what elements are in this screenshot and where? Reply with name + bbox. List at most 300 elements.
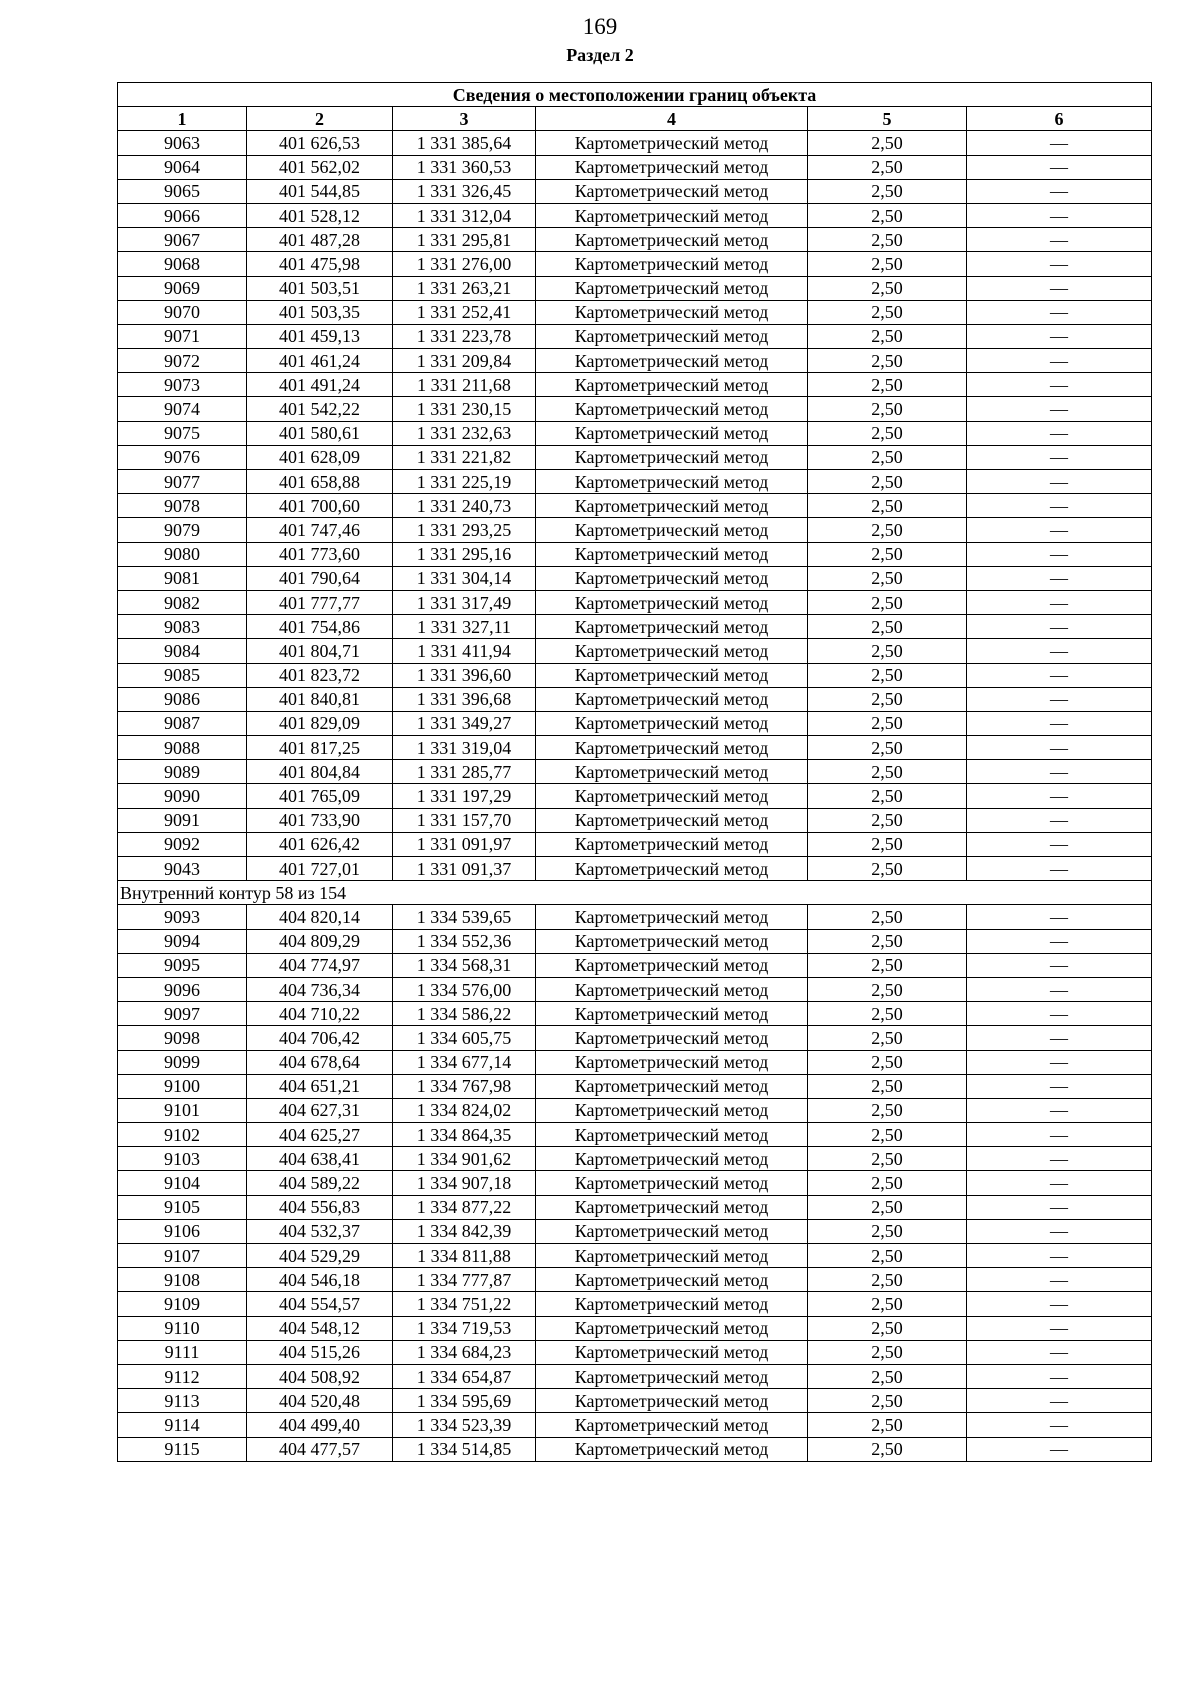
- table-row: [118, 1002, 1152, 1026]
- description-cell: —: [967, 639, 1152, 663]
- table-row: [118, 228, 1152, 252]
- table-row: [118, 711, 1152, 735]
- y-coordinate-cell: 1 334 719,53: [393, 1316, 536, 1340]
- description-cell: —: [967, 1219, 1152, 1243]
- description-cell: —: [967, 1244, 1152, 1268]
- table-row: [118, 905, 1152, 929]
- point-number-cell: 9111: [118, 1340, 247, 1364]
- accuracy-cell: 2,50: [808, 808, 967, 832]
- accuracy-cell: 2,50: [808, 711, 967, 735]
- description-cell: —: [967, 615, 1152, 639]
- y-coordinate-cell: 1 334 605,75: [393, 1026, 536, 1050]
- y-coordinate-cell: 1 331 263,21: [393, 276, 536, 300]
- x-coordinate-cell: 401 491,24: [247, 373, 393, 397]
- table-row: [118, 1098, 1152, 1122]
- x-coordinate-cell: 404 499,40: [247, 1413, 393, 1437]
- accuracy-cell: 2,50: [808, 518, 967, 542]
- description-cell: —: [967, 421, 1152, 445]
- y-coordinate-cell: 1 331 396,68: [393, 687, 536, 711]
- accuracy-cell: 2,50: [808, 1195, 967, 1219]
- accuracy-cell: 2,50: [808, 276, 967, 300]
- description-cell: —: [967, 1050, 1152, 1074]
- point-number-cell: 9084: [118, 639, 247, 663]
- description-cell: —: [967, 736, 1152, 760]
- table-caption-row: [118, 83, 1152, 107]
- accuracy-cell: 2,50: [808, 300, 967, 324]
- accuracy-cell: 2,50: [808, 1219, 967, 1243]
- x-coordinate-cell: 401 777,77: [247, 590, 393, 614]
- table-row: [118, 663, 1152, 687]
- y-coordinate-cell: 1 331 276,00: [393, 252, 536, 276]
- accuracy-cell: 2,50: [808, 760, 967, 784]
- point-number-cell: 9112: [118, 1364, 247, 1388]
- point-number-cell: 9102: [118, 1123, 247, 1147]
- method-cell: Картометрический метод: [536, 276, 808, 300]
- y-coordinate-cell: 1 331 295,81: [393, 228, 536, 252]
- y-coordinate-cell: 1 334 595,69: [393, 1389, 536, 1413]
- x-coordinate-cell: 404 638,41: [247, 1147, 393, 1171]
- description-cell: —: [967, 1292, 1152, 1316]
- description-cell: —: [967, 687, 1152, 711]
- table-row: [118, 1413, 1152, 1437]
- point-number-cell: 9079: [118, 518, 247, 542]
- x-coordinate-cell: 404 809,29: [247, 929, 393, 953]
- column-header: 4: [536, 107, 808, 131]
- table-row: [118, 929, 1152, 953]
- method-cell: Картометрический метод: [536, 179, 808, 203]
- point-number-cell: 9067: [118, 228, 247, 252]
- column-header-row: [118, 107, 1152, 131]
- contour-label-row: [118, 881, 1152, 905]
- x-coordinate-cell: 401 503,51: [247, 276, 393, 300]
- y-coordinate-cell: 1 331 091,37: [393, 857, 536, 881]
- table-row: [118, 203, 1152, 227]
- table-row: [118, 1050, 1152, 1074]
- x-coordinate-cell: 401 727,01: [247, 857, 393, 881]
- x-coordinate-cell: 401 840,81: [247, 687, 393, 711]
- table-row: [118, 784, 1152, 808]
- table-row: [118, 1389, 1152, 1413]
- point-number-cell: 9098: [118, 1026, 247, 1050]
- x-coordinate-cell: 404 556,83: [247, 1195, 393, 1219]
- table-row: [118, 760, 1152, 784]
- x-coordinate-cell: 401 817,25: [247, 736, 393, 760]
- y-coordinate-cell: 1 331 319,04: [393, 736, 536, 760]
- description-cell: —: [967, 711, 1152, 735]
- description-cell: —: [967, 1098, 1152, 1122]
- accuracy-cell: 2,50: [808, 590, 967, 614]
- y-coordinate-cell: 1 334 901,62: [393, 1147, 536, 1171]
- column-header: 1: [118, 107, 247, 131]
- table-row: [118, 832, 1152, 856]
- point-number-cell: 9063: [118, 131, 247, 155]
- point-number-cell: 9081: [118, 566, 247, 590]
- description-cell: —: [967, 1195, 1152, 1219]
- y-coordinate-cell: 1 331 230,15: [393, 397, 536, 421]
- y-coordinate-cell: 1 331 293,25: [393, 518, 536, 542]
- x-coordinate-cell: 401 804,71: [247, 639, 393, 663]
- table-row: [118, 1292, 1152, 1316]
- y-coordinate-cell: 1 331 385,64: [393, 131, 536, 155]
- method-cell: Картометрический метод: [536, 687, 808, 711]
- table-row: [118, 542, 1152, 566]
- point-number-cell: 9100: [118, 1074, 247, 1098]
- table-row: [118, 1268, 1152, 1292]
- table-row: [118, 349, 1152, 373]
- accuracy-cell: 2,50: [808, 615, 967, 639]
- point-number-cell: 9103: [118, 1147, 247, 1171]
- method-cell: Картометрический метод: [536, 566, 808, 590]
- x-coordinate-cell: 401 461,24: [247, 349, 393, 373]
- x-coordinate-cell: 401 487,28: [247, 228, 393, 252]
- accuracy-cell: 2,50: [808, 1171, 967, 1195]
- x-coordinate-cell: 401 804,84: [247, 760, 393, 784]
- method-cell: Картометрический метод: [536, 518, 808, 542]
- description-cell: —: [967, 1002, 1152, 1026]
- x-coordinate-cell: 404 710,22: [247, 1002, 393, 1026]
- table-row: [118, 1437, 1152, 1461]
- table-row: [118, 155, 1152, 179]
- description-cell: —: [967, 1123, 1152, 1147]
- y-coordinate-cell: 1 331 240,73: [393, 494, 536, 518]
- column-header: 3: [393, 107, 536, 131]
- accuracy-cell: 2,50: [808, 1316, 967, 1340]
- method-cell: Картометрический метод: [536, 1002, 808, 1026]
- x-coordinate-cell: 404 625,27: [247, 1123, 393, 1147]
- y-coordinate-cell: 1 334 684,23: [393, 1340, 536, 1364]
- table-row: [118, 1340, 1152, 1364]
- method-cell: Картометрический метод: [536, 1219, 808, 1243]
- table-row: [118, 1074, 1152, 1098]
- method-cell: Картометрический метод: [536, 300, 808, 324]
- point-number-cell: 9083: [118, 615, 247, 639]
- x-coordinate-cell: 404 546,18: [247, 1268, 393, 1292]
- y-coordinate-cell: 1 331 317,49: [393, 590, 536, 614]
- y-coordinate-cell: 1 334 576,00: [393, 977, 536, 1001]
- accuracy-cell: 2,50: [808, 349, 967, 373]
- y-coordinate-cell: 1 331 411,94: [393, 639, 536, 663]
- method-cell: Картометрический метод: [536, 155, 808, 179]
- point-number-cell: 9074: [118, 397, 247, 421]
- description-cell: —: [967, 349, 1152, 373]
- accuracy-cell: 2,50: [808, 977, 967, 1001]
- method-cell: Картометрический метод: [536, 977, 808, 1001]
- accuracy-cell: 2,50: [808, 397, 967, 421]
- table-row: [118, 373, 1152, 397]
- method-cell: Картометрический метод: [536, 228, 808, 252]
- x-coordinate-cell: 401 658,88: [247, 470, 393, 494]
- point-number-cell: 9109: [118, 1292, 247, 1316]
- accuracy-cell: 2,50: [808, 203, 967, 227]
- y-coordinate-cell: 1 331 312,04: [393, 203, 536, 227]
- point-number-cell: 9085: [118, 663, 247, 687]
- description-cell: —: [967, 953, 1152, 977]
- method-cell: Картометрический метод: [536, 1244, 808, 1268]
- table-head: [118, 83, 1152, 131]
- column-header: 6: [967, 107, 1152, 131]
- description-cell: —: [967, 1316, 1152, 1340]
- accuracy-cell: 2,50: [808, 1292, 967, 1316]
- method-cell: Картометрический метод: [536, 663, 808, 687]
- description-cell: —: [967, 808, 1152, 832]
- y-coordinate-cell: 1 334 842,39: [393, 1219, 536, 1243]
- y-coordinate-cell: 1 331 349,27: [393, 711, 536, 735]
- y-coordinate-cell: 1 334 514,85: [393, 1437, 536, 1461]
- x-coordinate-cell: 401 733,90: [247, 808, 393, 832]
- accuracy-cell: 2,50: [808, 1050, 967, 1074]
- x-coordinate-cell: 401 747,46: [247, 518, 393, 542]
- method-cell: Картометрический метод: [536, 494, 808, 518]
- method-cell: Картометрический метод: [536, 470, 808, 494]
- point-number-cell: 9089: [118, 760, 247, 784]
- accuracy-cell: 2,50: [808, 663, 967, 687]
- description-cell: —: [967, 203, 1152, 227]
- accuracy-cell: 2,50: [808, 131, 967, 155]
- y-coordinate-cell: 1 334 677,14: [393, 1050, 536, 1074]
- x-coordinate-cell: 404 554,57: [247, 1292, 393, 1316]
- y-coordinate-cell: 1 331 221,82: [393, 445, 536, 469]
- description-cell: —: [967, 905, 1152, 929]
- y-coordinate-cell: 1 334 751,22: [393, 1292, 536, 1316]
- table-row: [118, 1147, 1152, 1171]
- accuracy-cell: 2,50: [808, 1364, 967, 1388]
- column-header: 5: [808, 107, 967, 131]
- point-number-cell: 9097: [118, 1002, 247, 1026]
- method-cell: Картометрический метод: [536, 857, 808, 881]
- method-cell: Картометрический метод: [536, 784, 808, 808]
- table-row: [118, 736, 1152, 760]
- description-cell: —: [967, 397, 1152, 421]
- description-cell: —: [967, 276, 1152, 300]
- x-coordinate-cell: 401 829,09: [247, 711, 393, 735]
- method-cell: Картометрический метод: [536, 832, 808, 856]
- method-cell: Картометрический метод: [536, 615, 808, 639]
- method-cell: Картометрический метод: [536, 1316, 808, 1340]
- table-row: [118, 977, 1152, 1001]
- point-number-cell: 9078: [118, 494, 247, 518]
- table-row: [118, 1026, 1152, 1050]
- contour-label: Внутренний контур 58 из 154: [118, 881, 1152, 905]
- x-coordinate-cell: 401 823,72: [247, 663, 393, 687]
- description-cell: —: [967, 373, 1152, 397]
- point-number-cell: 9107: [118, 1244, 247, 1268]
- table-row: [118, 615, 1152, 639]
- method-cell: Картометрический метод: [536, 349, 808, 373]
- point-number-cell: 9068: [118, 252, 247, 276]
- x-coordinate-cell: 404 706,42: [247, 1026, 393, 1050]
- accuracy-cell: 2,50: [808, 1098, 967, 1122]
- x-coordinate-cell: 401 700,60: [247, 494, 393, 518]
- description-cell: —: [967, 445, 1152, 469]
- y-coordinate-cell: 1 334 654,87: [393, 1364, 536, 1388]
- table-row: [118, 1364, 1152, 1388]
- y-coordinate-cell: 1 334 811,88: [393, 1244, 536, 1268]
- x-coordinate-cell: 401 628,09: [247, 445, 393, 469]
- description-cell: —: [967, 760, 1152, 784]
- method-cell: Картометрический метод: [536, 1268, 808, 1292]
- description-cell: —: [967, 1268, 1152, 1292]
- description-cell: —: [967, 1171, 1152, 1195]
- method-cell: Картометрический метод: [536, 808, 808, 832]
- point-number-cell: 9094: [118, 929, 247, 953]
- y-coordinate-cell: 1 331 295,16: [393, 542, 536, 566]
- y-coordinate-cell: 1 331 232,63: [393, 421, 536, 445]
- method-cell: Картометрический метод: [536, 252, 808, 276]
- point-number-cell: 9110: [118, 1316, 247, 1340]
- accuracy-cell: 2,50: [808, 1244, 967, 1268]
- accuracy-cell: 2,50: [808, 421, 967, 445]
- table-row: [118, 445, 1152, 469]
- description-cell: —: [967, 155, 1152, 179]
- point-number-cell: 9099: [118, 1050, 247, 1074]
- table-row: [118, 953, 1152, 977]
- point-number-cell: 9115: [118, 1437, 247, 1461]
- accuracy-cell: 2,50: [808, 1413, 967, 1437]
- point-number-cell: 9106: [118, 1219, 247, 1243]
- point-number-cell: 9064: [118, 155, 247, 179]
- table-row: [118, 300, 1152, 324]
- description-cell: —: [967, 1364, 1152, 1388]
- method-cell: Картометрический метод: [536, 590, 808, 614]
- accuracy-cell: 2,50: [808, 1437, 967, 1461]
- accuracy-cell: 2,50: [808, 1389, 967, 1413]
- x-coordinate-cell: 404 627,31: [247, 1098, 393, 1122]
- table-row: [118, 276, 1152, 300]
- section-title: Раздел 2: [566, 45, 634, 65]
- y-coordinate-cell: 1 331 304,14: [393, 566, 536, 590]
- y-coordinate-cell: 1 334 824,02: [393, 1098, 536, 1122]
- method-cell: Картометрический метод: [536, 397, 808, 421]
- description-cell: —: [967, 542, 1152, 566]
- method-cell: Картометрический метод: [536, 953, 808, 977]
- table-row: [118, 1123, 1152, 1147]
- table-row: [118, 857, 1152, 881]
- point-number-cell: 9092: [118, 832, 247, 856]
- description-cell: —: [967, 518, 1152, 542]
- point-number-cell: 9101: [118, 1098, 247, 1122]
- x-coordinate-cell: 404 820,14: [247, 905, 393, 929]
- method-cell: Картометрический метод: [536, 736, 808, 760]
- method-cell: Картометрический метод: [536, 1074, 808, 1098]
- method-cell: Картометрический метод: [536, 639, 808, 663]
- description-cell: —: [967, 929, 1152, 953]
- x-coordinate-cell: 401 765,09: [247, 784, 393, 808]
- table-row: [118, 470, 1152, 494]
- accuracy-cell: 2,50: [808, 494, 967, 518]
- x-coordinate-cell: 401 626,53: [247, 131, 393, 155]
- description-cell: —: [967, 324, 1152, 348]
- description-cell: —: [967, 470, 1152, 494]
- x-coordinate-cell: 404 520,48: [247, 1389, 393, 1413]
- table-row: [118, 1195, 1152, 1219]
- table-row: [118, 494, 1152, 518]
- y-coordinate-cell: 1 331 360,53: [393, 155, 536, 179]
- accuracy-cell: 2,50: [808, 929, 967, 953]
- description-cell: —: [967, 1026, 1152, 1050]
- description-cell: —: [967, 977, 1152, 1001]
- accuracy-cell: 2,50: [808, 1026, 967, 1050]
- x-coordinate-cell: 404 532,37: [247, 1219, 393, 1243]
- accuracy-cell: 2,50: [808, 953, 967, 977]
- x-coordinate-cell: 401 562,02: [247, 155, 393, 179]
- point-number-cell: 9077: [118, 470, 247, 494]
- point-number-cell: 9096: [118, 977, 247, 1001]
- table-caption: Сведения о местоположении границ объекта: [118, 83, 1152, 107]
- method-cell: Картометрический метод: [536, 445, 808, 469]
- method-cell: Картометрический метод: [536, 1050, 808, 1074]
- table-row: [118, 179, 1152, 203]
- x-coordinate-cell: 404 508,92: [247, 1364, 393, 1388]
- accuracy-cell: 2,50: [808, 373, 967, 397]
- accuracy-cell: 2,50: [808, 252, 967, 276]
- boundary-coordinates-table: [117, 82, 1152, 1462]
- accuracy-cell: 2,50: [808, 687, 967, 711]
- accuracy-cell: 2,50: [808, 1147, 967, 1171]
- x-coordinate-cell: 401 542,22: [247, 397, 393, 421]
- column-header: 2: [247, 107, 393, 131]
- method-cell: Картометрический метод: [536, 1123, 808, 1147]
- method-cell: Картометрический метод: [536, 1340, 808, 1364]
- y-coordinate-cell: 1 334 777,87: [393, 1268, 536, 1292]
- description-cell: —: [967, 566, 1152, 590]
- point-number-cell: 9086: [118, 687, 247, 711]
- y-coordinate-cell: 1 331 157,70: [393, 808, 536, 832]
- point-number-cell: 9075: [118, 421, 247, 445]
- method-cell: Картометрический метод: [536, 1413, 808, 1437]
- point-number-cell: 9095: [118, 953, 247, 977]
- y-coordinate-cell: 1 334 586,22: [393, 1002, 536, 1026]
- method-cell: Картометрический метод: [536, 929, 808, 953]
- table-row: [118, 808, 1152, 832]
- table-row: [118, 1171, 1152, 1195]
- description-cell: —: [967, 663, 1152, 687]
- accuracy-cell: 2,50: [808, 1340, 967, 1364]
- method-cell: Картометрический метод: [536, 131, 808, 155]
- y-coordinate-cell: 1 334 523,39: [393, 1413, 536, 1437]
- point-number-cell: 9082: [118, 590, 247, 614]
- description-cell: —: [967, 300, 1152, 324]
- point-number-cell: 9070: [118, 300, 247, 324]
- accuracy-cell: 2,50: [808, 470, 967, 494]
- method-cell: Картометрический метод: [536, 1364, 808, 1388]
- accuracy-cell: 2,50: [808, 639, 967, 663]
- y-coordinate-cell: 1 331 225,19: [393, 470, 536, 494]
- x-coordinate-cell: 401 528,12: [247, 203, 393, 227]
- y-coordinate-cell: 1 334 907,18: [393, 1171, 536, 1195]
- point-number-cell: 9043: [118, 857, 247, 881]
- x-coordinate-cell: 404 477,57: [247, 1437, 393, 1461]
- method-cell: Картометрический метод: [536, 324, 808, 348]
- description-cell: —: [967, 1413, 1152, 1437]
- x-coordinate-cell: 404 515,26: [247, 1340, 393, 1364]
- point-number-cell: 9080: [118, 542, 247, 566]
- method-cell: Картометрический метод: [536, 542, 808, 566]
- point-number-cell: 9072: [118, 349, 247, 373]
- y-coordinate-cell: 1 331 285,77: [393, 760, 536, 784]
- point-number-cell: 9114: [118, 1413, 247, 1437]
- x-coordinate-cell: 401 503,35: [247, 300, 393, 324]
- method-cell: Картометрический метод: [536, 1389, 808, 1413]
- method-cell: Картометрический метод: [536, 905, 808, 929]
- description-cell: —: [967, 179, 1152, 203]
- y-coordinate-cell: 1 331 091,97: [393, 832, 536, 856]
- accuracy-cell: 2,50: [808, 1074, 967, 1098]
- table-row: [118, 687, 1152, 711]
- point-number-cell: 9113: [118, 1389, 247, 1413]
- x-coordinate-cell: 404 736,34: [247, 977, 393, 1001]
- y-coordinate-cell: 1 334 877,22: [393, 1195, 536, 1219]
- method-cell: Картометрический метод: [536, 760, 808, 784]
